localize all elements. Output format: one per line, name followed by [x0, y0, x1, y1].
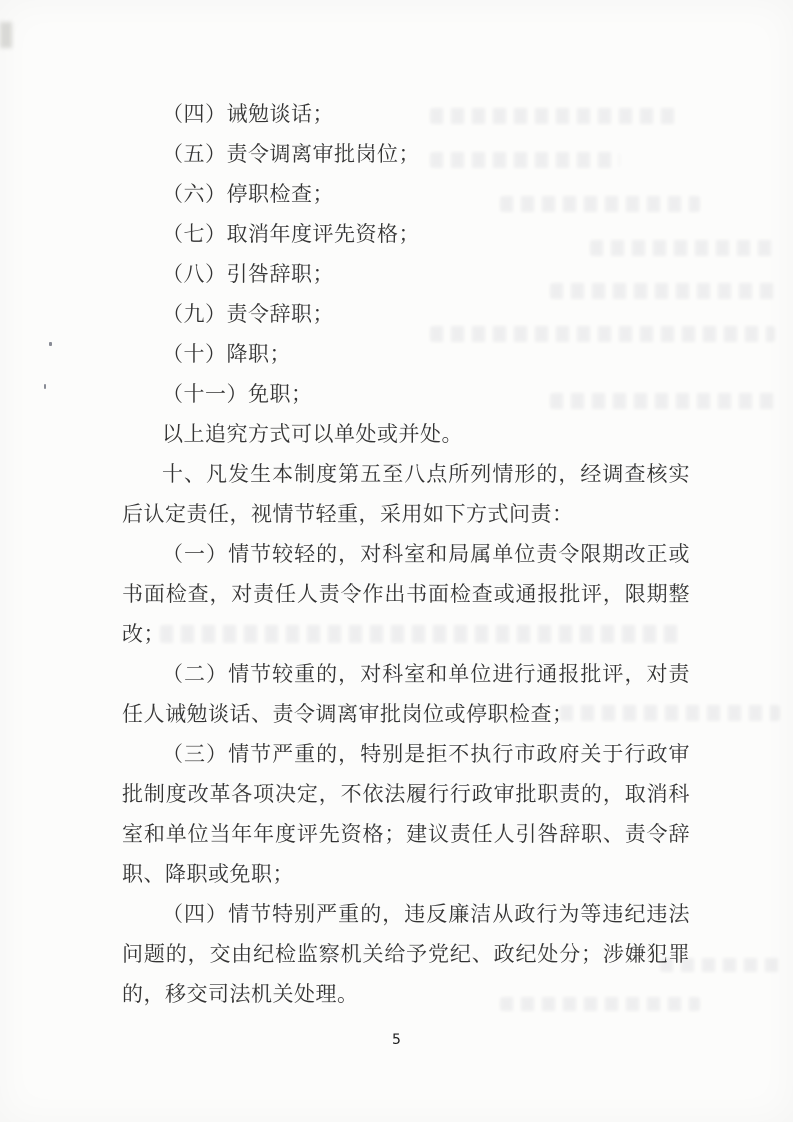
- text-line: （二）情节较重的，对科室和单位进行通报批评，对责: [162, 662, 690, 686]
- paragraph: [122, 654, 690, 734]
- paragraph: [122, 214, 690, 254]
- scan-speck: [44, 384, 46, 389]
- text-line: 的，移交司法机关处理。: [122, 982, 359, 1006]
- text-line: （四）诫勉谈话；: [162, 102, 334, 126]
- scan-speck: [49, 342, 52, 346]
- text-line: （一）情节较轻的，对科室和局属单位责令限期改正或: [162, 542, 690, 566]
- page-number: 5: [392, 1032, 401, 1048]
- paragraph: [122, 894, 690, 1014]
- text-line: 以上追究方式可以单处或并处。: [162, 422, 463, 446]
- text-line: 问题的，交由纪检监察机关给予党纪、政纪处分；涉嫌犯罪: [122, 942, 690, 966]
- text-line: 改；: [122, 622, 165, 646]
- text-line: 批制度改革各项决定，不依法履行行政审批职责的，取消科: [122, 782, 690, 806]
- paragraph: [122, 294, 690, 334]
- text-line: 后认定责任，视情节轻重，采用如下方式问责：: [122, 502, 574, 526]
- text-line: （四）情节特别严重的，违反廉洁从政行为等违纪违法: [162, 902, 690, 926]
- paragraph: [122, 94, 690, 134]
- text-line: （九）责令辞职；: [162, 302, 334, 326]
- paragraph: [122, 454, 690, 534]
- paragraph: [122, 734, 690, 894]
- text-line: （六）停职检查；: [162, 182, 334, 206]
- text-line: 十、凡发生本制度第五至八点所列情形的，经调查核实: [162, 462, 690, 486]
- document-body: [122, 94, 690, 1014]
- paragraph: [122, 174, 690, 214]
- text-line: （五）责令调离审批岗位；: [162, 142, 420, 166]
- paragraph: [122, 254, 690, 294]
- text-line: 室和单位当年年度评先资格；建议责任人引咎辞职、责令辞: [122, 822, 690, 846]
- text-line: 职、降职或免职；: [122, 862, 294, 886]
- text-line: （十一）免职；: [162, 382, 313, 406]
- text-line: （八）引咎辞职；: [162, 262, 334, 286]
- text-line: 任人诫勉谈话、责令调离审批岗位或停职检查；: [122, 702, 574, 726]
- paragraph: [122, 134, 690, 174]
- text-line: （三）情节严重的，特别是拒不执行市政府关于行政审: [162, 742, 690, 766]
- scan-edge-smudge: [0, 22, 12, 48]
- text-line: （七）取消年度评先资格；: [162, 222, 420, 246]
- paragraph: [122, 374, 690, 414]
- text-line: 书面检查，对责任人责令作出书面检查或通报批评，限期整: [122, 582, 690, 606]
- text-line: （十）降职；: [162, 342, 291, 366]
- paragraph: [122, 414, 690, 454]
- paragraph: [122, 534, 690, 654]
- paragraph: [122, 334, 690, 374]
